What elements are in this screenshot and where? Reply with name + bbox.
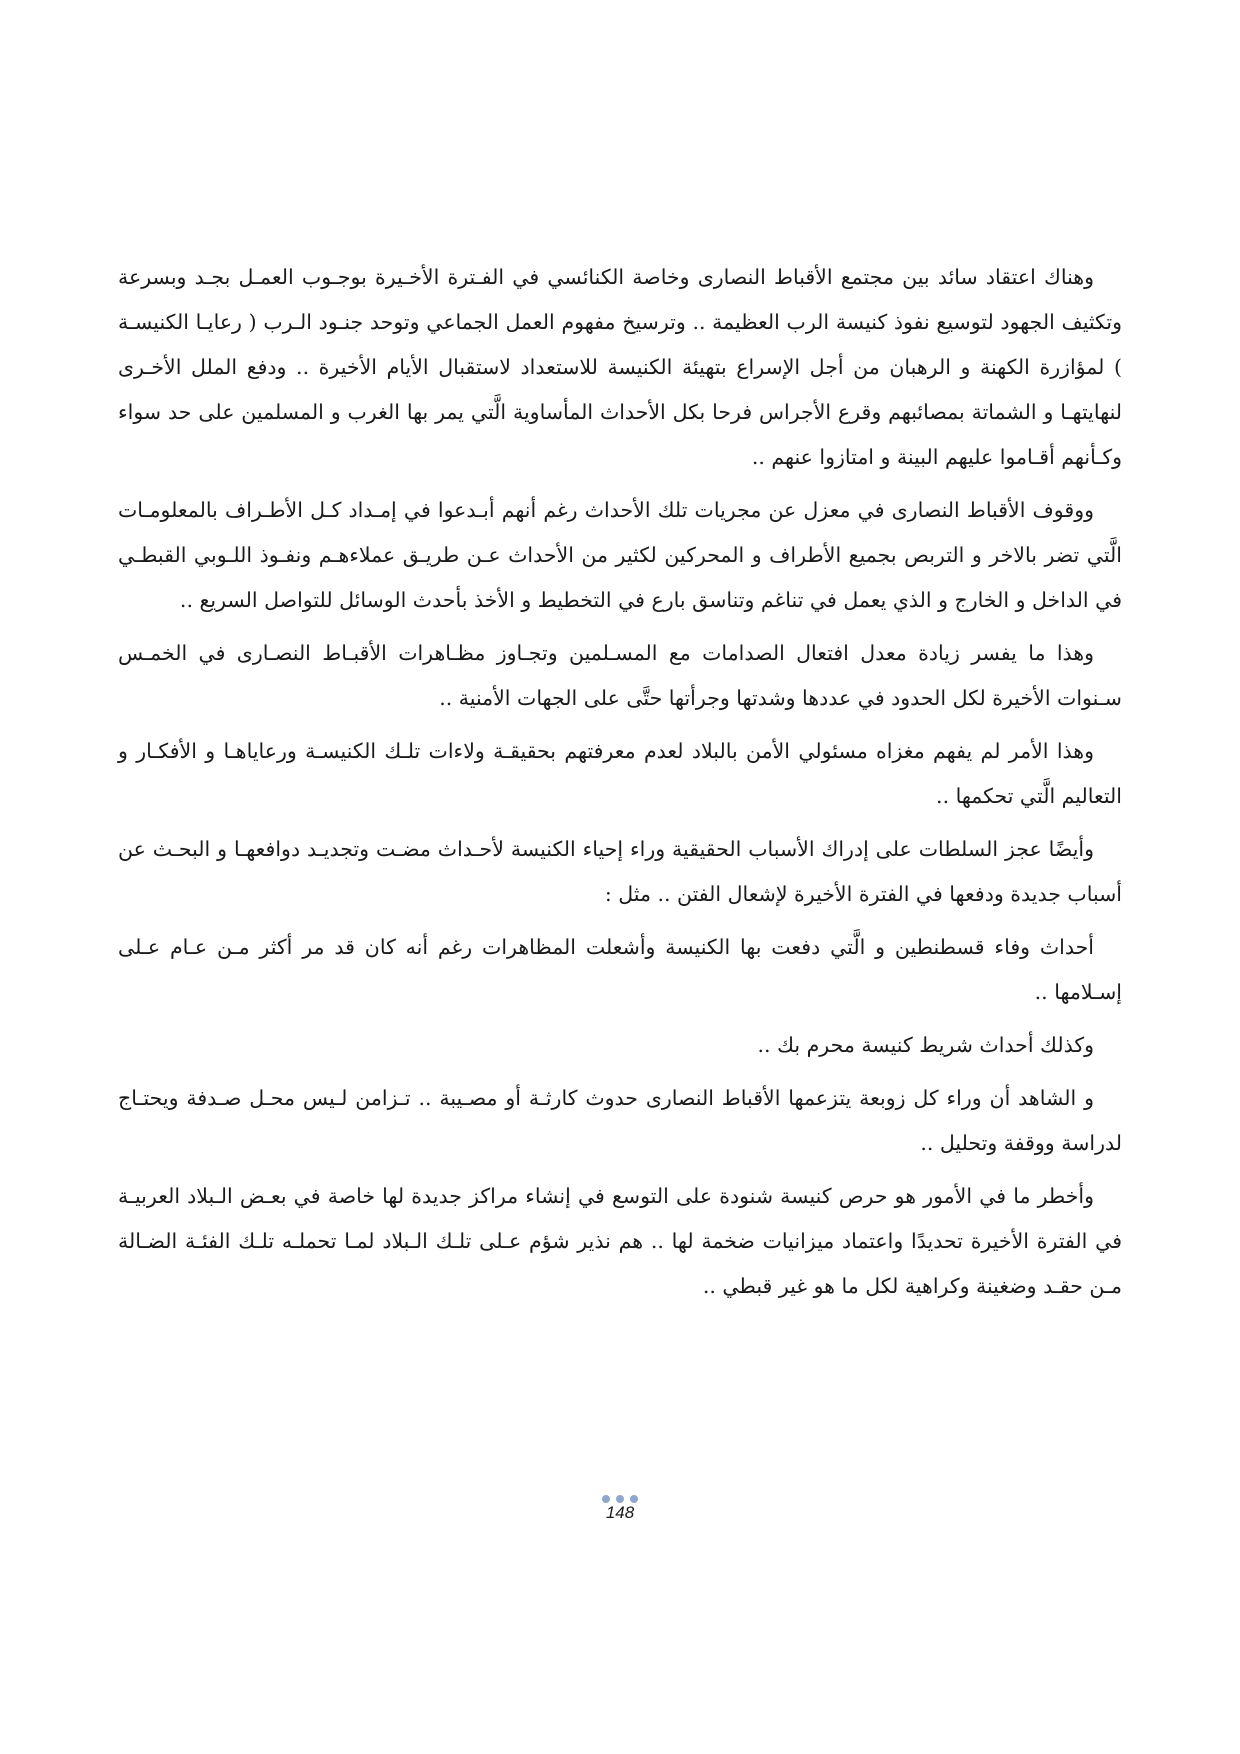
page-number: 148: [605, 1503, 635, 1522]
paragraph-5: وأيضًا عجز السلطات على إدراك الأسباب الحقيقية وراء إحياء الكنيسة لأحـداث مضـت وتجديـد دوافعهـا و البحـث عن أسباب جديدة ودفعها في الفترة الأخيرة لإشعال الفتن .. مثل :: [118, 837, 1122, 906]
page-footer: [0, 1495, 1240, 1523]
paragraph-4: وهذا الأمر لم يفهم مغزاه مسئولي الأمن بالبلاد لعدم معرفتهم بحقيقـة ولاءات تلـك الكنيسـة ورعاياهـا و الأفكـار و التعاليم الَّتي تحكمها ..: [118, 739, 1122, 808]
paragraph-6: أحداث وفاء قسطنطين و الَّتي دفعت بها الكنيسة وأشعلت المظاهرات رغم أنه كان قد مر أكثر مـن عـام عـلى إسـلامها ..: [118, 935, 1122, 1004]
paragraph-8: و الشاهد أن وراء كل زوبعة يتزعمها الأقباط النصارى حدوث كارثـة أو مصـيبة .. تـزامن لـيس محـل صـدفة ويحتـاج لدراسة ووقفة وتحليل ..: [118, 1086, 1122, 1155]
paragraph-7: وكذلك أحداث شريط كنيسة محرم بك ..: [757, 1033, 1094, 1057]
paragraph-2: ووقوف الأقباط النصارى في معزل عن مجريات تلك الأحداث رغم أنهم أبـدعوا في إمـداد كـل الأطـراف بالمعلومـات الَّتي تضر بالاخر و التربص بجميع الأطراف و المحركين لكثير من الأحداث عـن طريـق عملاءهـم ونفـوذ اللـوبي القبطـي في الداخل و الخارج و الذي يعمل في تناغم وتناسق بارع في التخطيط و الأخذ بأحدث الوسائل للتواصل السريع ..: [118, 498, 1122, 612]
body-text: [118, 255, 1122, 1317]
dot-icon: [630, 1495, 638, 1503]
dot-icon: [616, 1495, 624, 1503]
ornament-dots-icon: [0, 1495, 1240, 1503]
paragraph-1: وهناك اعتقاد سائد بين مجتمع الأقباط النصارى وخاصة الكنائسي في الفـترة الأخـيرة بوجـوب العمـل بجـد وبسرعة وتكثيف الجهود لتوسيع نفوذ كنيسة الرب العظيمة .. وترسيخ مفهوم العمل الجماعي وتوحد جنـود الـرب ( رعايـا الكنيسـة ) لمؤازرة الكهنة و الرهبان من أجل الإسراع بتهيئة الكنيسة للاستعداد لاستقبال الأيام الأخيرة .. ودفع الملل الأخـرى لنهايتهـا و الشماتة بمصائبهم وقرع الأجراس فرحا بكل الأحداث المأساوية الَّتي يمر بها الغرب و المسلمين على حد سواء وكـأنهم أقـاموا عليهم البينة و امتازوا عنهم ..: [118, 265, 1122, 469]
paragraph-9: وأخطر ما في الأمور هو حرص كنيسة شنودة على التوسع في إنشاء مراكز جديدة لها خاصة في بعـض الـبلاد العربيـة في الفترة الأخيرة تحديدًا واعتماد ميزانيات ضخمة لها .. هم نذير شؤم عـلى تلـك الـبلاد لمـا تحملـه تلـك الفئـة الضـالة مـن حقـد وضغينة وكراهية لكل ما هو غير قبطي ..: [118, 1184, 1122, 1298]
dot-icon: [602, 1495, 610, 1503]
paragraph-3: وهذا ما يفسر زيادة معدل افتعال الصدامات مع المسـلمين وتجـاوز مظـاهرات الأقبـاط النصـارى في الخمـس سـنوات الأخيرة لكل الحدود في عددها وشدتها وجرأتها حتَّى على الجهات الأمنية ..: [118, 641, 1122, 710]
